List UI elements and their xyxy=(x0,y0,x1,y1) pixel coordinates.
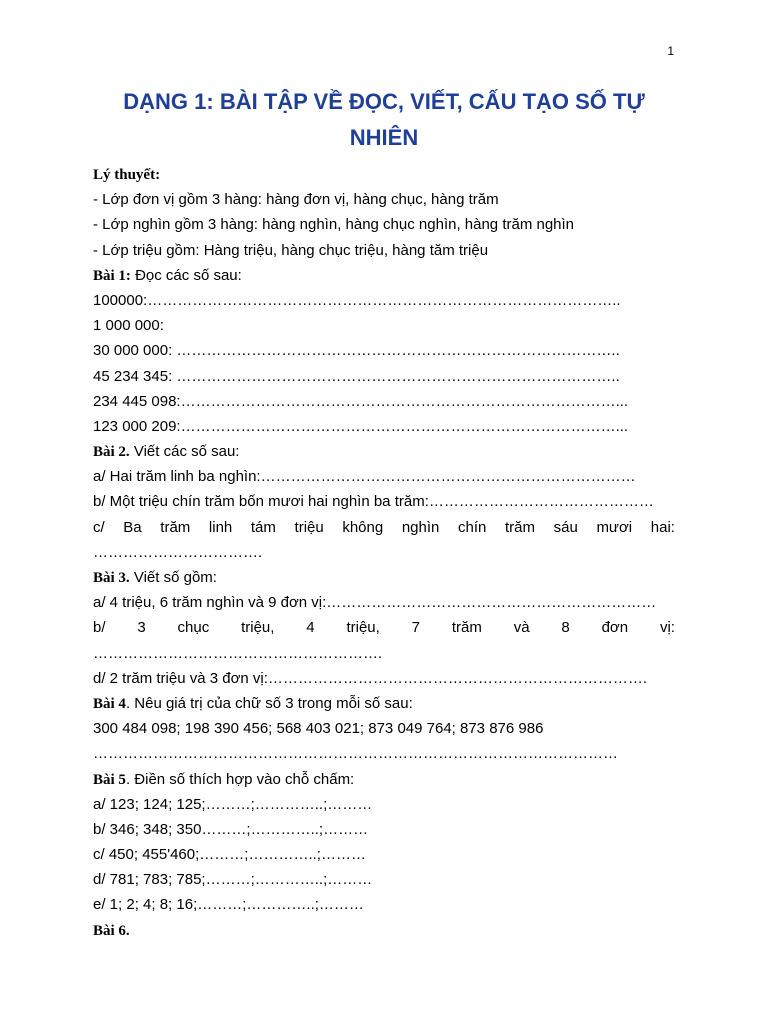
exercise-5-instruction: . Điền số thích hợp vào chỗ chấm: xyxy=(125,770,355,788)
exercise-4-instruction: . Nêu giá trị của chữ số 3 trong mỗi số sau: xyxy=(125,694,413,712)
exercise-1-item: 100000:………………………………………………………………………………….. xyxy=(93,291,621,309)
theory-heading xyxy=(93,162,675,187)
exercise-2-item-c xyxy=(93,515,675,540)
exercise-5-item: a/ 123; 124; 125;………;…………..;……… xyxy=(93,795,373,813)
exercise-2-item-a: a/ Hai trăm linh ba nghìn:………………………………………………………………… xyxy=(93,468,636,486)
word: trăm xyxy=(160,518,191,536)
word: không xyxy=(342,518,384,536)
word: triệu, xyxy=(241,619,275,637)
word: 3 xyxy=(137,619,146,637)
exercise-2-label: Bài 2. xyxy=(93,444,130,461)
page-title: DẠNG 1: BÀI TẬP VỀ ĐỌC, VIẾT, CẤU TẠO SỐ TỰ NHIÊN xyxy=(123,89,645,150)
exercise-5-item: c/ 450; 455'460;………;…………..;……… xyxy=(93,846,366,864)
word: triệu xyxy=(294,518,324,536)
word: mươi xyxy=(596,518,633,536)
exercise-1-item: 45 234 345: …………………………………………………………………………….. xyxy=(93,367,620,385)
word: trăm xyxy=(505,518,535,536)
exercise-5-item: e/ 1; 2; 4; 8; 16;………;…………..;……… xyxy=(93,896,364,914)
exercise-3-item-d: d/ 2 trăm triệu và 3 đơn vị:…………………………………………………………………. xyxy=(93,669,648,687)
exercise-1-label: Bài 1: xyxy=(93,267,131,284)
word: sáu xyxy=(553,518,578,536)
exercise-1-instruction: Đọc các số sau: xyxy=(130,266,242,284)
exercise-2-item-b: b/ Một triệu chín trăm bốn mươi hai nghìn ba trăm:……………………………………… xyxy=(93,493,654,511)
exercise-3-item-b-answer: …………………………………………………. xyxy=(93,644,383,662)
exercise-1-item: 123 000 209:……………………………………………………………………………... xyxy=(93,417,629,435)
page-number: 1 xyxy=(667,44,674,58)
word: chục xyxy=(177,619,210,637)
word: nghìn xyxy=(401,518,440,536)
exercise-5-item: b/ 346; 348; 350………;…………..;……… xyxy=(93,820,369,838)
exercise-5-heading xyxy=(93,767,675,792)
word: tám xyxy=(250,518,276,536)
exercise-4-label: Bài 4 xyxy=(93,695,126,712)
exercise-1-item: 30 000 000: …………………………………………………………………………….. xyxy=(93,342,620,360)
word: b/ xyxy=(93,619,106,637)
word: chín xyxy=(458,518,487,536)
exercise-3-item-a: a/ 4 triệu, 6 trăm nghìn và 9 đơn vị:………………………………………………………… xyxy=(93,594,657,612)
word: c/ xyxy=(93,518,105,536)
word: linh xyxy=(208,518,233,536)
theory-line: - Lớp nghìn gồm 3 hàng: hàng nghìn, hàng chục nghìn, hàng trăm nghìn xyxy=(93,216,575,234)
exercise-3-heading xyxy=(93,565,675,590)
exercise-1-item: 234 445 098:……………………………………………………………………………... xyxy=(93,392,629,410)
exercise-6-label: Bài 6. xyxy=(93,922,130,939)
word: 8 xyxy=(561,619,570,637)
word: 4 xyxy=(306,619,315,637)
word: và xyxy=(513,619,530,637)
word: 7 xyxy=(411,619,421,637)
exercise-2-instruction: Viết các số sau: xyxy=(129,443,240,461)
word: Ba xyxy=(123,518,142,536)
theory-line: - Lớp đơn vị gồm 3 hàng: hàng đơn vị, hàng chục, hàng trăm xyxy=(93,191,499,209)
exercise-5-label: Bài 5 xyxy=(93,771,126,788)
exercise-6-heading xyxy=(93,918,675,943)
exercise-4-numbers: 300 484 098; 198 390 456; 568 403 021; 873 049 764; 873 876 986 xyxy=(93,720,544,738)
exercise-1-item: 1 000 000: xyxy=(93,317,164,335)
word: đơn xyxy=(601,619,629,637)
exercise-5-item: d/ 781; 783; 785;………;…………..;……… xyxy=(93,871,373,889)
word: hai: xyxy=(650,518,675,536)
exercise-3-item-b xyxy=(93,615,675,640)
word: vị: xyxy=(659,619,675,637)
document-body xyxy=(93,162,675,943)
exercise-4-answer: …………………………………………………………………………………………… xyxy=(93,745,618,763)
theory-line: - Lớp triệu gồm: Hàng triệu, hàng chục triệu, hàng tăm triệu xyxy=(93,241,489,259)
exercise-3-label: Bài 3. xyxy=(93,570,130,586)
exercise-1-heading xyxy=(93,263,675,288)
exercise-3-instruction: Viết số gồm: xyxy=(129,569,217,586)
exercise-2-heading xyxy=(93,439,675,464)
exercise-2-item-c-answer: ……………………………. xyxy=(93,543,263,561)
exercise-4-heading xyxy=(93,691,675,716)
theory-heading-label: Lý thuyết: xyxy=(93,167,161,183)
word: triệu, xyxy=(346,619,380,637)
word: trăm xyxy=(451,619,482,637)
